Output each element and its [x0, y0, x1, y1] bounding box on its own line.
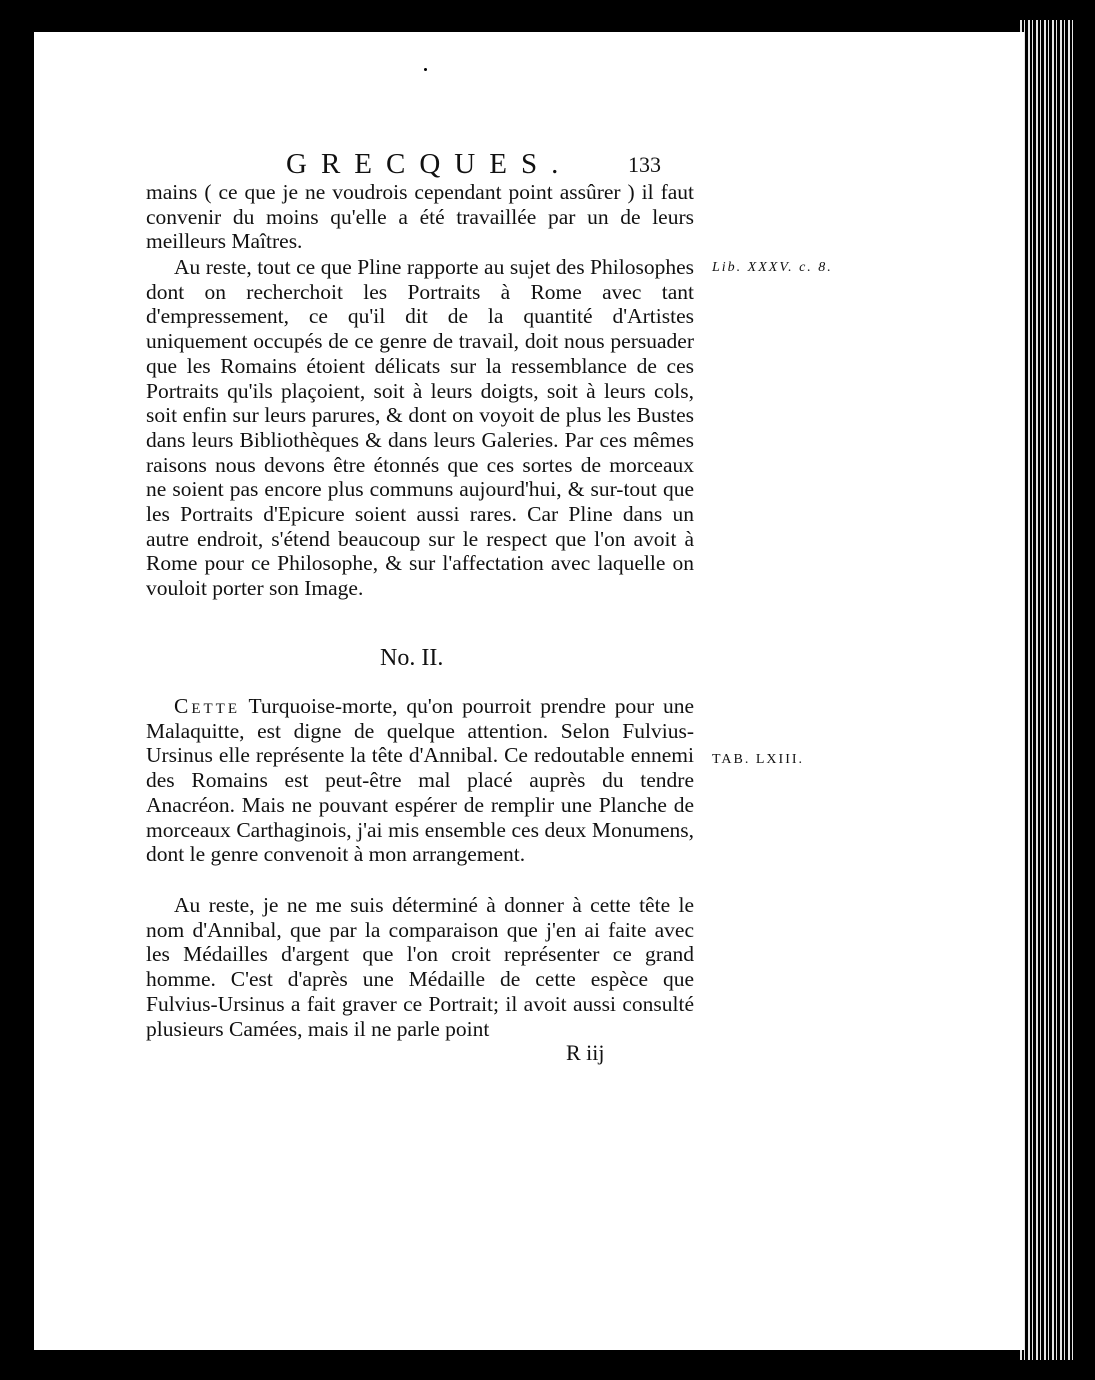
paragraph-text: Au reste, tout ce que Pline rapporte au sujet des Philosophes dont on recherchoit les Portraits à Rome avec tant d'empressement, ce qu'il dit de la quantité d'Artistes uniquement occupés de ce genre de travail, doit nous persuader que les Romains étoient délicats sur la ressemblance de ces Portraits qu'ils plaçoient, soit à leurs doigts, soit à leurs cols, soit enfin sur leurs parures, & dont on voyoit de plus les Bustes dans leurs Bibliothèques & dans leurs Galeries. Par ces mêmes raisons nous devons être étonnés que ces sortes de morceaux ne soient pas encore plus communs aujourd'hui, & sur-tout que les Portraits d'Epicure soient aussi rares. Car Pline dans un autre endroit, s'étend beaucoup sur le respect que l'on avoit à Rome pour ce Philosophe, & sur l'affectation avec laquelle on vouloit porter son Image. — [146, 255, 694, 601]
lead-word: Cette — [174, 694, 240, 718]
paragraph-annibal — [146, 893, 694, 1041]
margin-note-reference: Lib. XXXV. c. 8. — [712, 260, 833, 275]
paragraph-body: Turquoise-morte, qu'on pourroit prendre pour une Malaquitte, est digne de quelque attention. Selon Fulvius-Ursinus elle représente la tête d'Annibal. Ce redoutable ennemi des Romains est peut-être mal placé auprès du tendre Anacréon. Mais ne pouvant espérer de remplir une Planche de morceaux Carthaginois, j'ai mis ensemble ces deux Monumens, dont le genre convenoit à mon arrangement. — [146, 694, 694, 867]
ink-speck — [424, 68, 427, 71]
paragraph-turquoise — [146, 694, 694, 867]
paragraph-continuation — [146, 180, 694, 254]
paragraph-text: mains ( ce que je ne voudrois cependant point assûrer ) il faut convenir du moins qu'elle a été travaillée par un de leurs meilleurs Maîtres. — [146, 180, 694, 254]
paragraph-text — [146, 694, 694, 867]
page-edge-shadow — [1020, 20, 1074, 1360]
paragraph-pline — [146, 255, 694, 601]
paragraph-text: Au reste, je ne me suis déterminé à donner à cette tête le nom d'Annibal, que par la comparaison que j'en ai faite avec les Médailles d'argent que l'on croit représenter ce grand homme. C'est d'après une Médaille de cette espèce que Fulvius-Ursinus a fait graver ce Portrait; il avoit aussi consulté plusieurs Camées, mais il ne parle point — [146, 893, 694, 1041]
signature-mark: R iij — [566, 1040, 605, 1065]
margin-note-plate: TAB. LXIII. — [712, 752, 805, 767]
page-number: 133 — [628, 152, 661, 177]
running-title: GRECQUES. — [286, 148, 573, 180]
section-heading: No. II. — [380, 645, 444, 671]
